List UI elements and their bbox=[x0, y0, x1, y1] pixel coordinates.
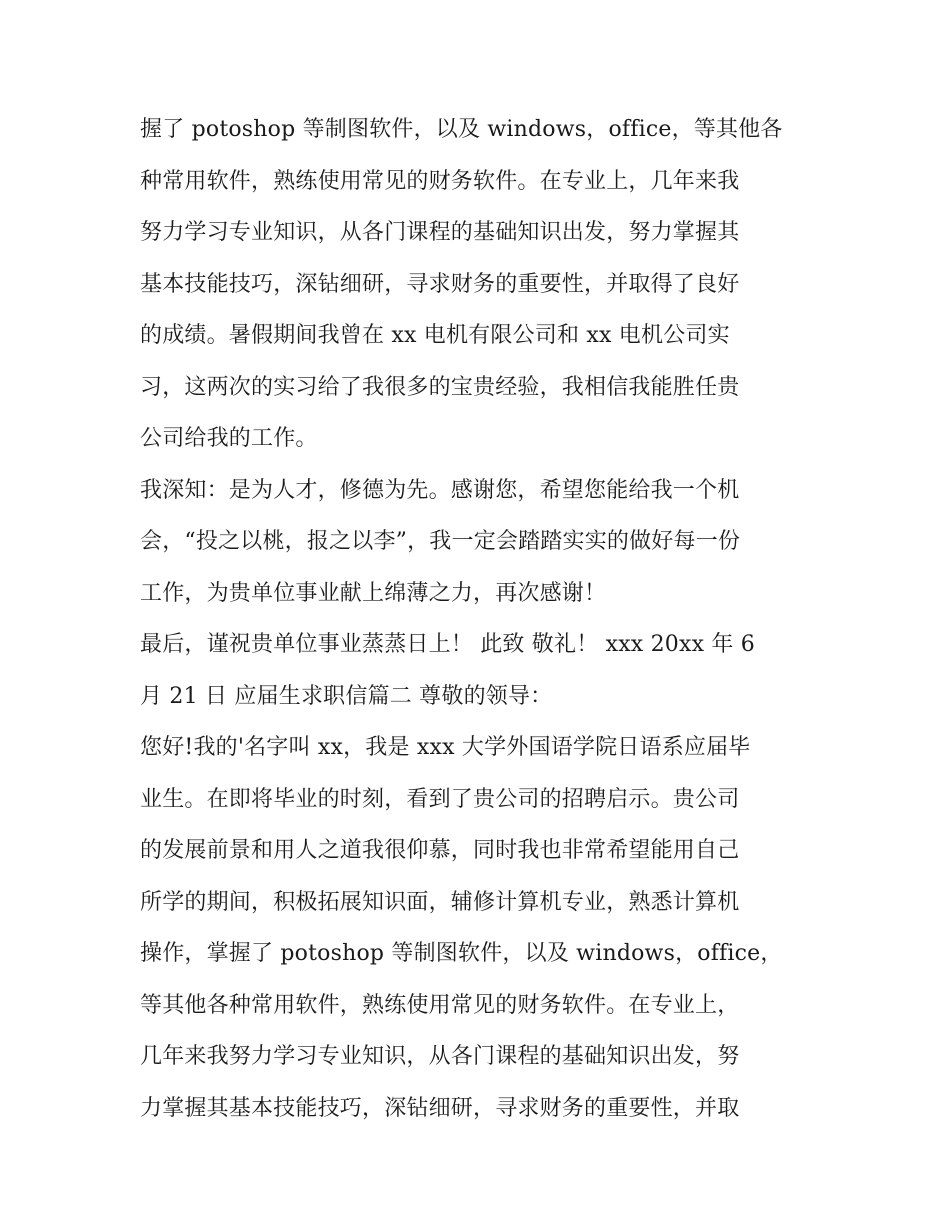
text-line: 操作，掌握了 potoshop 等制图软件，以及 windows，office， bbox=[140, 941, 783, 966]
document-body bbox=[140, 104, 820, 1134]
text-line: 我深知：是为人才，修德为先。感谢您，希望您能给我一个机 bbox=[140, 477, 740, 503]
text-line: 月 21 日 应届生求职信篇二 尊敬的领导： bbox=[140, 683, 553, 709]
text-line: 几年来我努力学习专业知识，从各门课程的基础知识出发，努 bbox=[140, 1044, 740, 1069]
text-line: 的成绩。暑假期间我曾在 xx 电机有限公司和 xx 电机公司实 bbox=[140, 323, 730, 348]
text-line: 的发展前景和用人之道我很仰慕，同时我也非常希望能用自己 bbox=[140, 838, 740, 863]
text-line: 力掌握其基本技能技巧，深钻细研，寻求财务的重要性，并取 bbox=[140, 1095, 740, 1121]
text-line: 会，“投之以桃，报之以李”，我一定会踏踏实实的做好每一份 bbox=[140, 529, 741, 554]
text-line: 最后，谨祝贵单位事业蒸蒸日上！ 此致 敬礼！ xxx 20xx 年 6 bbox=[140, 632, 755, 657]
text-line: 等其他各种常用软件，熟练使用常见的财务软件。在专业上， bbox=[140, 992, 740, 1018]
text-line: 公司给我的工作。 bbox=[140, 426, 318, 451]
text-line: 所学的期间，积极拓展知识面，辅修计算机专业，熟悉计算机 bbox=[140, 889, 740, 915]
text-line: 种常用软件，熟练使用常见的财务软件。在专业上，几年来我 bbox=[140, 168, 740, 194]
text-line: 基本技能技巧，深钻细研，寻求财务的重要性，并取得了良好 bbox=[140, 271, 740, 297]
text-line: 习，这两次的实习给了我很多的宝贵经验，我相信我能胜任贵 bbox=[140, 374, 740, 400]
text-line: 您好!我的'名字叫 xx，我是 xxx 大学外国语学院日语系应届毕 bbox=[140, 735, 751, 760]
text-line: 业生。在即将毕业的时刻，看到了贵公司的招聘启示。贵公司 bbox=[140, 786, 740, 812]
text-line: 握了 potoshop 等制图软件，以及 windows，office，等其他各 bbox=[140, 117, 783, 142]
text-line: 工作，为贵单位事业献上绵薄之力，再次感谢！ bbox=[140, 580, 607, 606]
text-line: 努力学习专业知识，从各门课程的基础知识出发，努力掌握其 bbox=[140, 220, 740, 245]
